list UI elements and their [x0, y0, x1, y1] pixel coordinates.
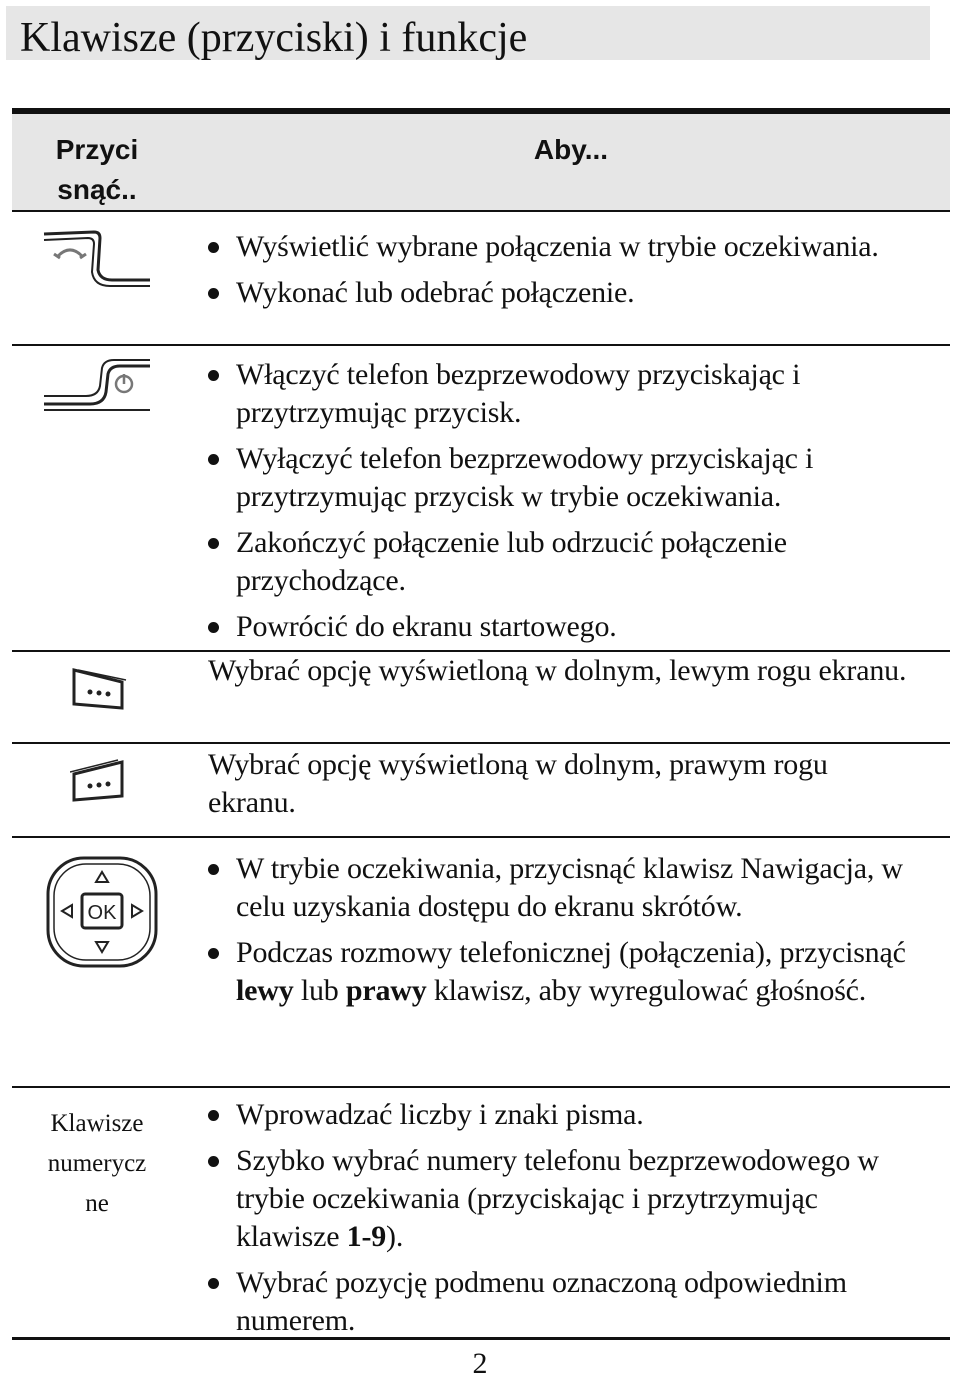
action-cell [190, 212, 950, 344]
key-cell [12, 1088, 190, 1337]
bold-text-right: prawy [345, 974, 427, 1007]
ok-label: OK [87, 902, 117, 924]
item-text: lub [293, 974, 346, 1007]
keys-table [12, 108, 950, 1340]
key-cell [12, 744, 190, 836]
item-text: ). [386, 1220, 404, 1253]
navigation-ok-key-icon [44, 854, 160, 970]
key-cell [12, 212, 190, 344]
action-cell [190, 838, 950, 1086]
key-cell [12, 346, 190, 650]
action-cell [190, 1088, 950, 1337]
action-cell [190, 346, 950, 650]
key-cell [12, 838, 190, 1086]
key-label-line: Klawisze [50, 1110, 144, 1137]
list-item: Zakończyć połączenie lub odrzucić połączenie przychodzące. [190, 524, 920, 600]
key-label-line: numerycz [47, 1150, 147, 1177]
list-item [190, 934, 920, 1010]
action-cell [190, 652, 950, 742]
header-action-column: Aby... [533, 134, 609, 165]
call-key-icon [40, 226, 152, 288]
page-title-bar [6, 6, 930, 60]
description-text: Wybrać opcję wyświetloną w dolnym, prawym rogu ekranu. [208, 748, 828, 819]
description-text: Wybrać opcję wyświetloną w dolnym, lewym rogu ekranu. [208, 654, 907, 687]
list-item: Powrócić do ekranu startowego. [190, 608, 920, 646]
table-row [12, 1088, 950, 1340]
list-item: Wyświetlić wybrane połączenia w trybie oczekiwania. [190, 228, 920, 266]
key-cell [12, 652, 190, 742]
table-row [12, 212, 950, 346]
power-end-key-icon [40, 354, 152, 416]
list-item: Wprowadzać liczby i znaki pisma. [190, 1096, 920, 1134]
table-row [12, 744, 950, 838]
page-title: Klawisze (przyciski) i funkcje [20, 15, 528, 61]
left-soft-key-icon [70, 666, 130, 712]
table-row [12, 652, 950, 744]
list-item [190, 1142, 920, 1256]
list-item: W trybie oczekiwania, przycisnąć klawisz Nawigacja, w celu uzyskania dostępu do ekranu skrótów. [190, 850, 920, 926]
table-row [12, 346, 950, 652]
list-item: Włączyć telefon bezprzewodowy przyciskając i przytrzymując przycisk. [190, 356, 920, 432]
key-label-line: ne [85, 1190, 109, 1217]
list-item: Wyłączyć telefon bezprzewodowy przyciskając i przytrzymując przycisk w trybie oczekiwania. [190, 440, 920, 516]
numeric-keys-label [12, 1104, 182, 1224]
item-text: Szybko wybrać numery telefonu bezprzewodowego w trybie oczekiwania (przyciskając i przytrzymując klawisze [236, 1144, 879, 1253]
list-item: Wybrać pozycję podmenu oznaczoną odpowiednim numerem. [190, 1264, 920, 1340]
header-key-line1: Przyci [55, 134, 139, 165]
table-row [12, 838, 950, 1088]
bold-text: 1-9 [346, 1220, 387, 1253]
item-text: klawisz, aby wyregulować głośność. [426, 974, 867, 1007]
list-item: Wykonać lub odebrać połączenie. [190, 274, 920, 312]
page-number: 2 [472, 1347, 488, 1380]
header-key-line2: snąć.. [57, 174, 137, 205]
action-cell [190, 744, 950, 836]
bold-text-left: lewy [236, 974, 294, 1007]
table-header [12, 108, 950, 212]
header-key-column [12, 130, 182, 210]
right-soft-key-icon [70, 758, 130, 804]
item-text: Podczas rozmowy telefonicznej (połączenia), przycisnąć [236, 936, 906, 969]
